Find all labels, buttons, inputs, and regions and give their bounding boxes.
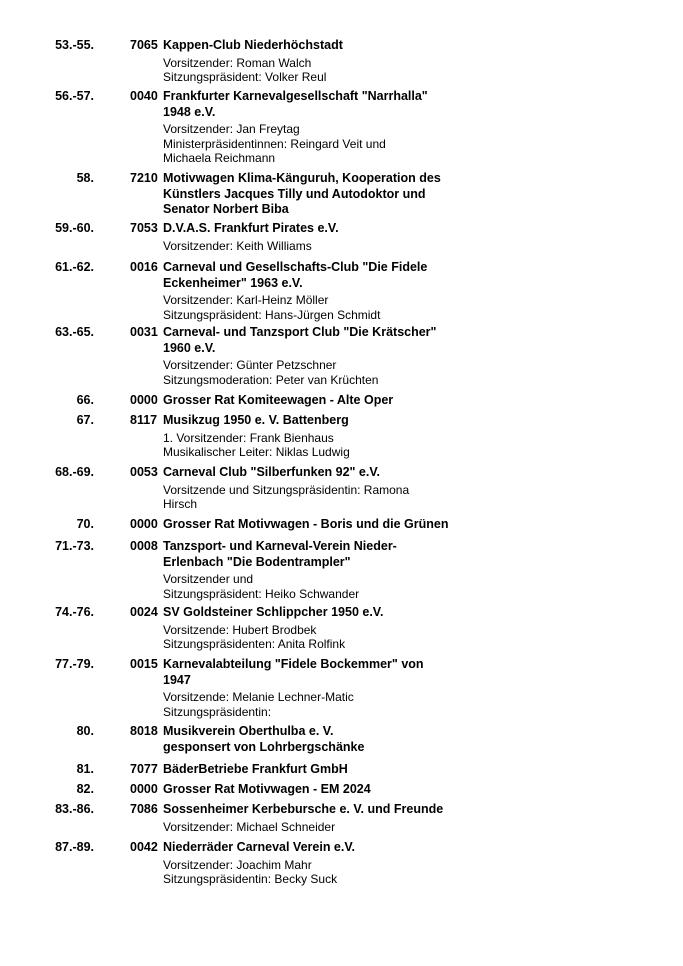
entry-code: 7065 [130,38,158,52]
entry-detail: Vorsitzender: Karl-Heinz Möller [163,293,329,307]
entry-title [163,260,463,322]
entry-title [163,782,463,798]
entry-title-line: gesponsert von Lohrbergschänke [163,739,365,754]
entry-detail: Sitzungspräsidentin: Becky Suck [163,872,338,886]
entry-title [163,393,463,409]
entry-code: 0000 [130,517,158,531]
entry-title [163,89,463,166]
entry-title-line: Karnevalabteilung "Fidele Bockemmer" von [163,657,424,671]
entry-title-line: 1948 e.V. [163,104,216,119]
entry-detail: Vorsitzender: Keith Williams [163,238,312,253]
entry-title-line: BäderBetriebe Frankfurt GmbH [163,762,348,776]
entry-title-line: Erlenbach "Die Bodentrampler" [163,554,351,569]
entry-number: 71.-73. [55,539,94,553]
entry-number: 74.-76. [55,605,94,619]
entry-title-line: Sossenheimer Kerbebursche e. V. und Freunde [163,802,444,816]
entry-title [163,657,463,719]
entry-title-line: Tanzsport- und Karneval-Verein Nieder- [163,539,397,553]
entry-code: 7086 [130,802,158,816]
entry-title-line: Motivwagen Klima-Känguruh, Kooperation des [163,171,441,185]
entry-detail: Sitzungspräsidenten: Anita Rolfink [163,637,346,651]
entry-detail: Michaela Reichmann [163,151,276,165]
entry-code: 0031 [130,325,158,339]
entry-title-line: Carneval- und Tanzsport Club "Die Krätscher" [163,325,437,339]
entry-title [163,724,463,755]
entry-number: 58. [76,171,94,185]
entry-title-line: Musikzug 1950 e. V. Battenberg [163,413,349,427]
entry-title [163,221,463,253]
entry-title-line: 1960 e.V. [163,340,216,355]
entry-code: 0016 [130,260,158,274]
entry-code: 8117 [130,413,158,427]
entry-detail: Sitzungsmoderation: Peter van Krüchten [163,372,379,387]
entry-title-line: Frankfurter Karnevalgesellschaft "Narrhalla" [163,89,428,103]
entry-detail: Vorsitzender: Günter Petzschner [163,358,337,372]
entry-code: 0008 [130,539,158,553]
entry-number: 56.-57. [55,89,94,103]
entry-detail: Sitzungspräsidentin: [163,704,272,719]
entry-detail: Vorsitzender: Jan Freytag [163,122,300,136]
entry-number: 67. [76,413,94,427]
entry-number: 87.-89. [55,840,94,854]
entry-code: 8018 [130,724,158,738]
entry-code: 0040 [130,89,158,103]
entry-title [163,413,463,460]
entry-number: 66. [76,393,94,407]
entry-number: 81. [76,762,94,776]
entry-title-line: Musikverein Oberthulba e. V. [163,724,334,738]
entry-detail: 1. Vorsitzender: Frank Bienhaus [163,430,334,445]
entry-title-line: Carneval und Gesellschafts-Club "Die Fidele [163,260,428,274]
entry-detail: Vorsitzender: Roman Walch [163,55,312,70]
entry-code: 0024 [130,605,158,619]
entry-title-line: SV Goldsteiner Schlippcher 1950 e.V. [163,605,384,619]
entry-number: 83.-86. [55,802,94,816]
entry-detail: Ministerpräsidentinnen: Reingard Veit und [163,136,386,151]
entry-number: 68.-69. [55,465,94,479]
entry-code: 7210 [130,171,158,185]
entry-detail: Sitzungspräsident: Hans-Jürgen Schmidt [163,307,381,322]
entry-detail: Vorsitzender: Joachim Mahr [163,857,312,872]
entry-title [163,38,463,85]
entry-code: 0000 [130,782,158,796]
entry-title [163,517,463,533]
entry-title-line: 1947 [163,672,191,687]
entry-number: 61.-62. [55,260,94,274]
entry-title [163,171,463,218]
entry-title-line: Senator Norbert Biba [163,202,289,216]
entry-title-line: D.V.A.S. Frankfurt Pirates e.V. [163,221,339,235]
entry-title [163,539,463,601]
entry-title [163,802,463,834]
entry-number: 82. [76,782,94,796]
entry-title-line: Grosser Rat Motivwagen - EM 2024 [163,782,371,796]
entry-detail: Vorsitzender und [163,572,254,586]
entry-number: 70. [76,517,94,531]
entry-title-line: Kappen-Club Niederhöchstadt [163,38,343,52]
entry-detail: Vorsitzende: Melanie Lechner-Matic [163,690,354,704]
entry-detail: Vorsitzender: Michael Schneider [163,819,336,834]
entry-number: 53.-55. [55,38,94,52]
entry-number: 59.-60. [55,221,94,235]
entry-number: 77.-79. [55,657,94,671]
entry-detail: Sitzungspräsident: Volker Reul [163,70,327,84]
entry-code: 7077 [130,762,158,776]
entry-code: 0053 [130,465,158,479]
entry-detail: Vorsitzende und Sitzungspräsidentin: Ramona [163,482,410,497]
entry-title [163,325,463,387]
entry-title-line: Künstlers Jacques Tilly und Autodoktor und [163,186,426,201]
entry-title-line: Eckenheimer" 1963 e.V. [163,275,303,290]
entry-code: 0015 [130,657,158,671]
entry-code: 0000 [130,393,158,407]
entry-number: 80. [76,724,94,738]
entry-number: 63.-65. [55,325,94,339]
entry-detail: Vorsitzende: Hubert Brodbek [163,622,317,637]
entry-detail: Musikalischer Leiter: Niklas Ludwig [163,445,350,459]
entry-title [163,605,463,652]
entry-title [163,762,463,778]
entry-detail: Sitzungspräsident: Heiko Schwander [163,586,360,601]
entry-title-line: Niederräder Carneval Verein e.V. [163,840,356,854]
entry-code: 0042 [130,840,158,854]
entry-code: 7053 [130,221,158,235]
entry-title [163,465,463,512]
entry-title-line: Grosser Rat Komiteewagen - Alte Oper [163,393,394,407]
entry-title [163,840,463,887]
entry-title-line: Grosser Rat Motivwagen - Boris und die Grünen [163,517,449,531]
entry-detail: Hirsch [163,497,198,511]
entry-title-line: Carneval Club "Silberfunken 92" e.V. [163,465,381,479]
